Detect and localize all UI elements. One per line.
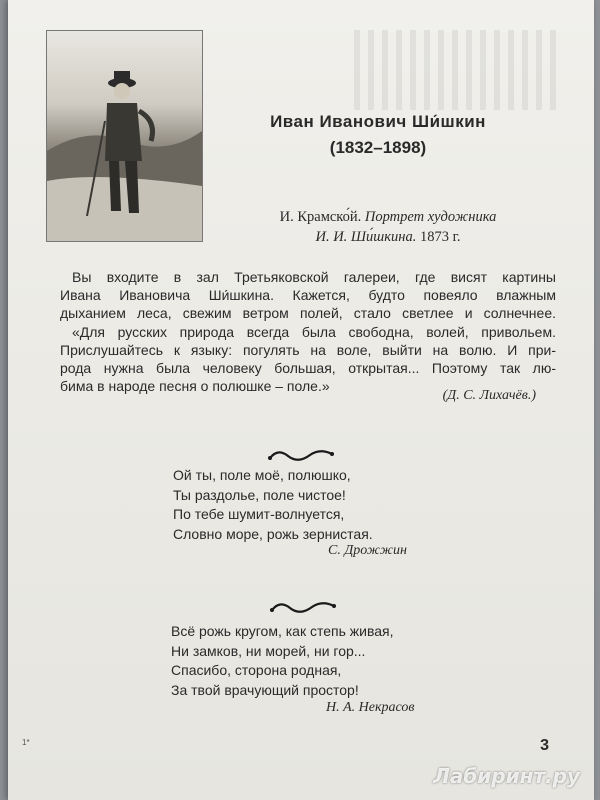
poem-line: Ой ты, поле моё, полюшко, [173,467,351,483]
prose-line: «Для русских природа всегда была свободна, волей, привольем. [72,323,556,340]
artist-name: Иван Иванович Ши́шкин [270,112,486,131]
caption-title-2: И. И. Ши́шкина. [315,229,417,245]
signature-mark: 1* [22,738,30,747]
portrait-painting-icon [47,31,202,241]
poem-line: Словно море, рожь зернистая. [173,525,373,542]
prose-line: бима в народе песня о полюшке – поле.» [60,378,330,395]
poem-line: За твой врачующий простор! [171,681,359,698]
watermark: Лабиринт.ру [433,764,580,788]
caption-year: 1873 г. [419,229,461,245]
prose-line: дыханием леса, свежим ветром полей, стало светлее и солнечнее. [60,305,556,322]
intro-text [60,268,556,395]
quote-attribution: (Д. С. Лихачёв.) [442,388,536,403]
poem-line: Всё рожь кругом, как степь живая, [171,623,394,639]
book-page [8,0,594,800]
poem-nekrasov [171,622,393,700]
show-through-print [354,30,564,110]
prose-line: Вы входите в зал Третьяковской галереи, где висят картины [72,269,556,285]
poem-drozhzhin [173,466,373,544]
portrait-image [46,30,203,242]
swirl-divider-icon [266,446,336,466]
title-block [248,112,508,158]
prose-line: рода нужна была человеку большая, открытая... Поэтому так лю- [60,360,556,377]
poem-author-nekrasov: Н. А. Некрасов [326,700,415,715]
caption-author: И. Крамско́й. [279,209,362,225]
page-number: 3 [540,737,549,754]
prose-line: Ивана Ивановича Ши́шкина. Кажется, будто повеяло влажным [60,287,556,304]
portrait-caption [223,207,553,247]
artist-years: (1832–1898) [329,138,427,157]
caption-title-1: Портрет художника [364,209,497,225]
poem-line: По тебе шумит-волнуется, [173,506,345,522]
poem-author-drozhzhin: С. Дрожжин [328,543,407,558]
swirl-divider-icon [268,598,338,618]
poem-line: Ты раздолье, поле чистое! [173,486,346,503]
prose-line: Прислушайтесь к языку: погулять на воле, выйти на волю. И при- [60,341,556,358]
poem-line: Спасибо, сторона родная, [171,662,342,678]
poem-line: Ни замков, ни морей, ни гор... [171,642,366,659]
